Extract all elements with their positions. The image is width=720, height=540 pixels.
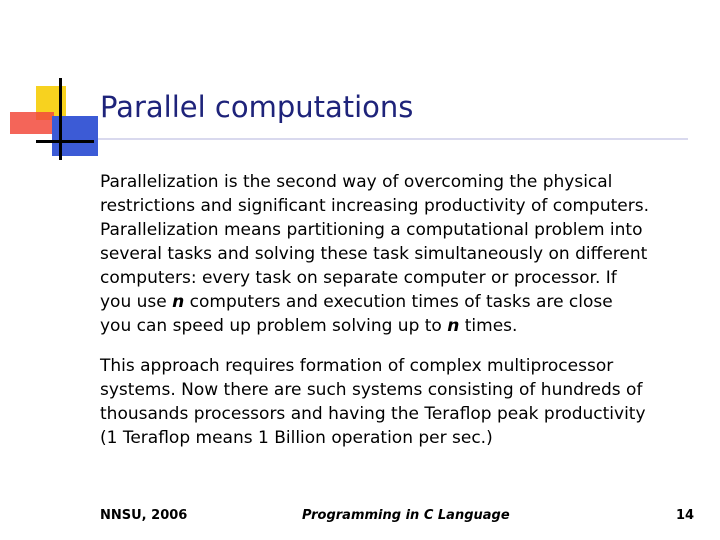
text-line: Parallelization is the second way of overcoming the physical [100,172,613,192]
text-line: systems. Now there are such systems consisting of hundreds of [100,380,643,400]
text-line: (1 Teraflop means 1 Billion operation per sec.) [100,428,493,448]
text-line: Parallelization means partitioning a computational problem into [100,220,643,240]
title-underline [98,138,688,140]
text-line: This approach requires formation of complex multiprocessor [100,356,614,376]
decor-horizontal-line [36,140,94,143]
page-number: 14 [676,508,695,523]
paragraph-1 [100,170,680,338]
decor-vertical-line [59,78,62,160]
slide-title: Parallel computations [100,90,414,124]
slide-body [100,170,680,466]
paragraph-2 [100,354,680,450]
footer-organization: NNSU, 2006 [100,508,188,523]
text-line [100,314,680,338]
text-fragment: you can speed up problem solving up to [100,316,448,336]
text-fragment: times. [459,316,518,336]
text-fragment: you use [100,292,173,312]
variable-n: n [447,316,460,336]
decor-red-square [10,112,54,134]
text-fragment: computers and execution times of tasks are close [184,292,613,312]
variable-n: n [172,292,185,312]
text-line: computers: every task on separate computer or processor. If [100,268,617,288]
text-line: several tasks and solving these task simultaneously on different [100,244,648,264]
text-line: thousands processors and having the Teraflop peak productivity [100,404,646,424]
footer-course-title: Programming in C Language [302,508,510,523]
text-line [100,290,680,314]
text-line: restrictions and significant increasing productivity of computers. [100,196,649,216]
